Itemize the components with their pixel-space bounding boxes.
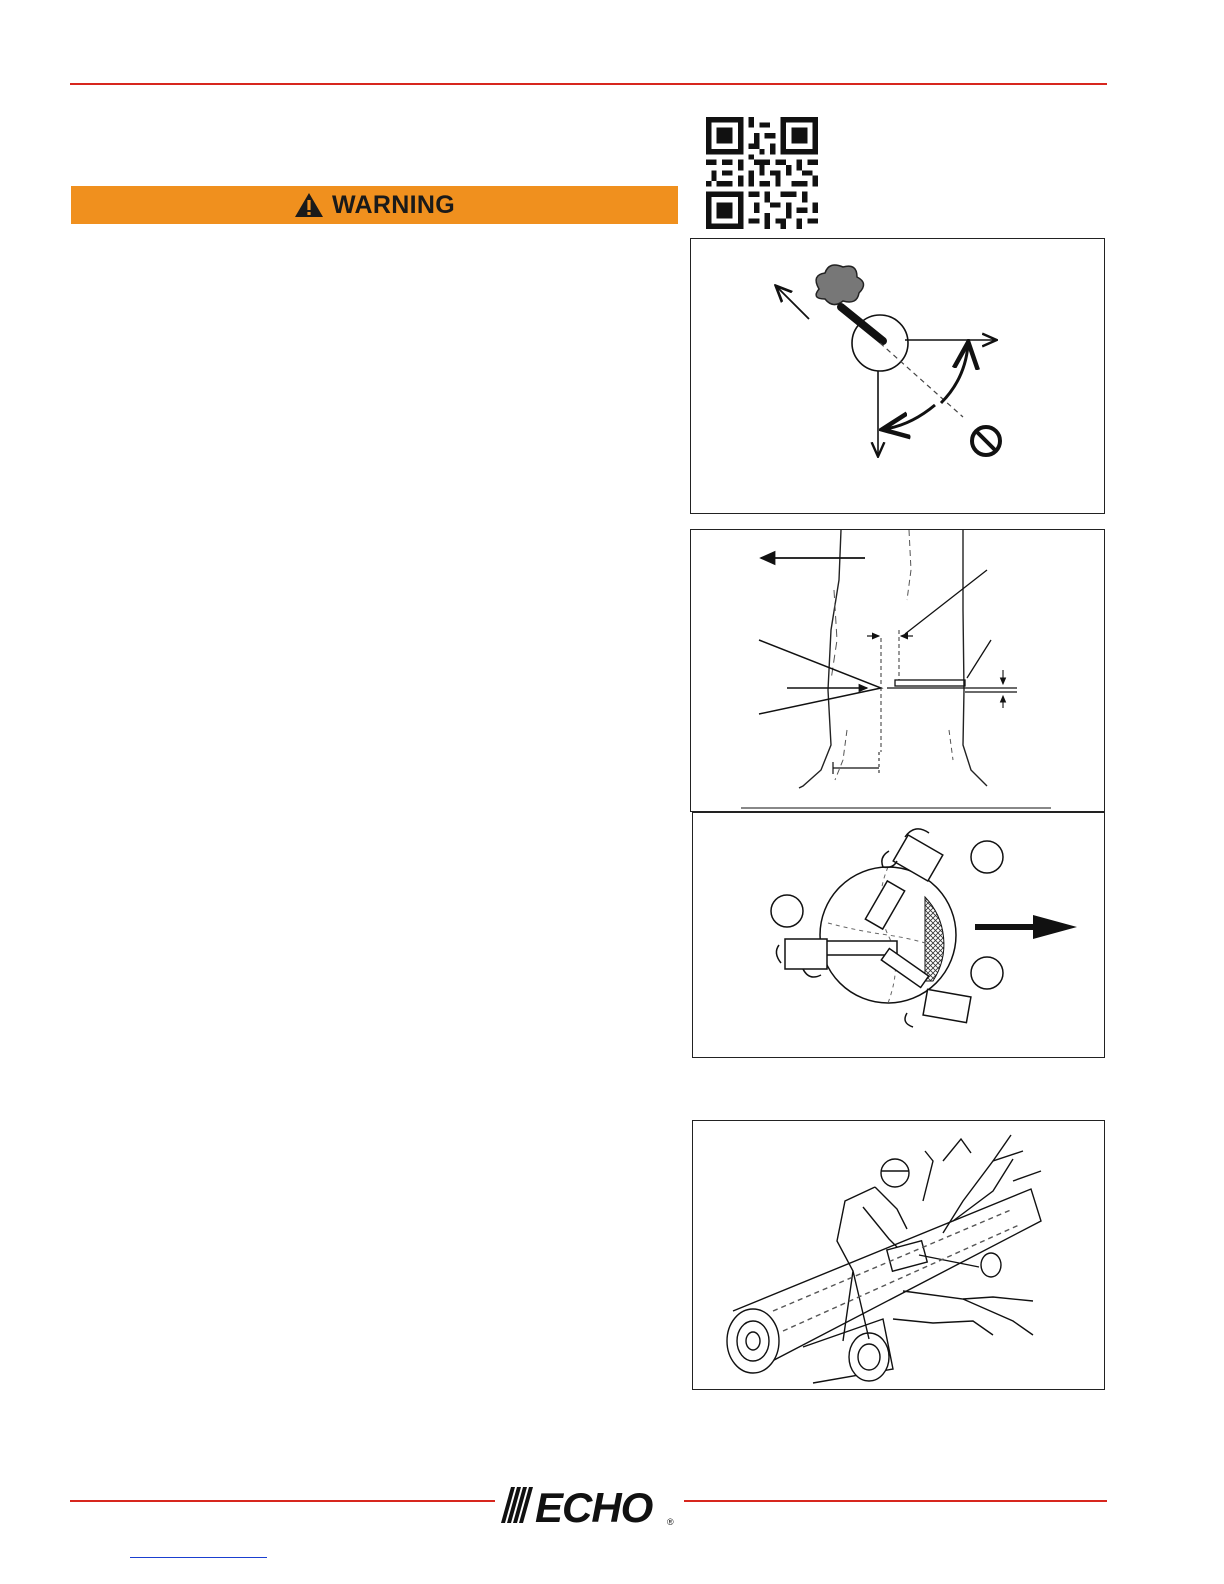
log-end-small [849, 1333, 889, 1381]
figure-notch-cut [690, 529, 1105, 812]
trunk-right-edge [963, 530, 987, 786]
footer-rule-left [70, 1500, 495, 1502]
falling-trunk [841, 307, 883, 341]
header-rule [70, 83, 1107, 85]
warning-label: WARNING [332, 190, 455, 219]
figure-cut-sequence [692, 812, 1105, 1058]
warning-banner [71, 186, 678, 224]
notch-wedge [759, 640, 881, 714]
log-end-large [727, 1309, 779, 1373]
hinge-hatch [925, 897, 944, 981]
operator-helmet [881, 1159, 909, 1187]
registered-mark: ® [667, 1517, 674, 1527]
tree-crown [816, 265, 863, 305]
prohibited-icon [972, 427, 1000, 455]
step-marker-3 [971, 957, 1003, 989]
step-marker-2 [971, 841, 1003, 873]
footer-rule-right [684, 1500, 1107, 1502]
qr-code-icon[interactable] [705, 117, 819, 229]
escape-arc-lower [885, 405, 935, 429]
chainsaw-left [776, 939, 897, 977]
felling-arrow [777, 287, 809, 319]
link-underline[interactable] [130, 1557, 267, 1558]
echo-logo [497, 1483, 682, 1527]
direction-arrow [1033, 915, 1077, 939]
escape-arc-upper [941, 345, 968, 403]
figure-felling-direction [690, 238, 1105, 514]
step-marker-1 [771, 895, 803, 927]
back-cut [895, 680, 965, 686]
brand-name: ECHO [535, 1484, 653, 1527]
figure-limbing [692, 1120, 1105, 1390]
warning-triangle-icon [294, 192, 324, 218]
